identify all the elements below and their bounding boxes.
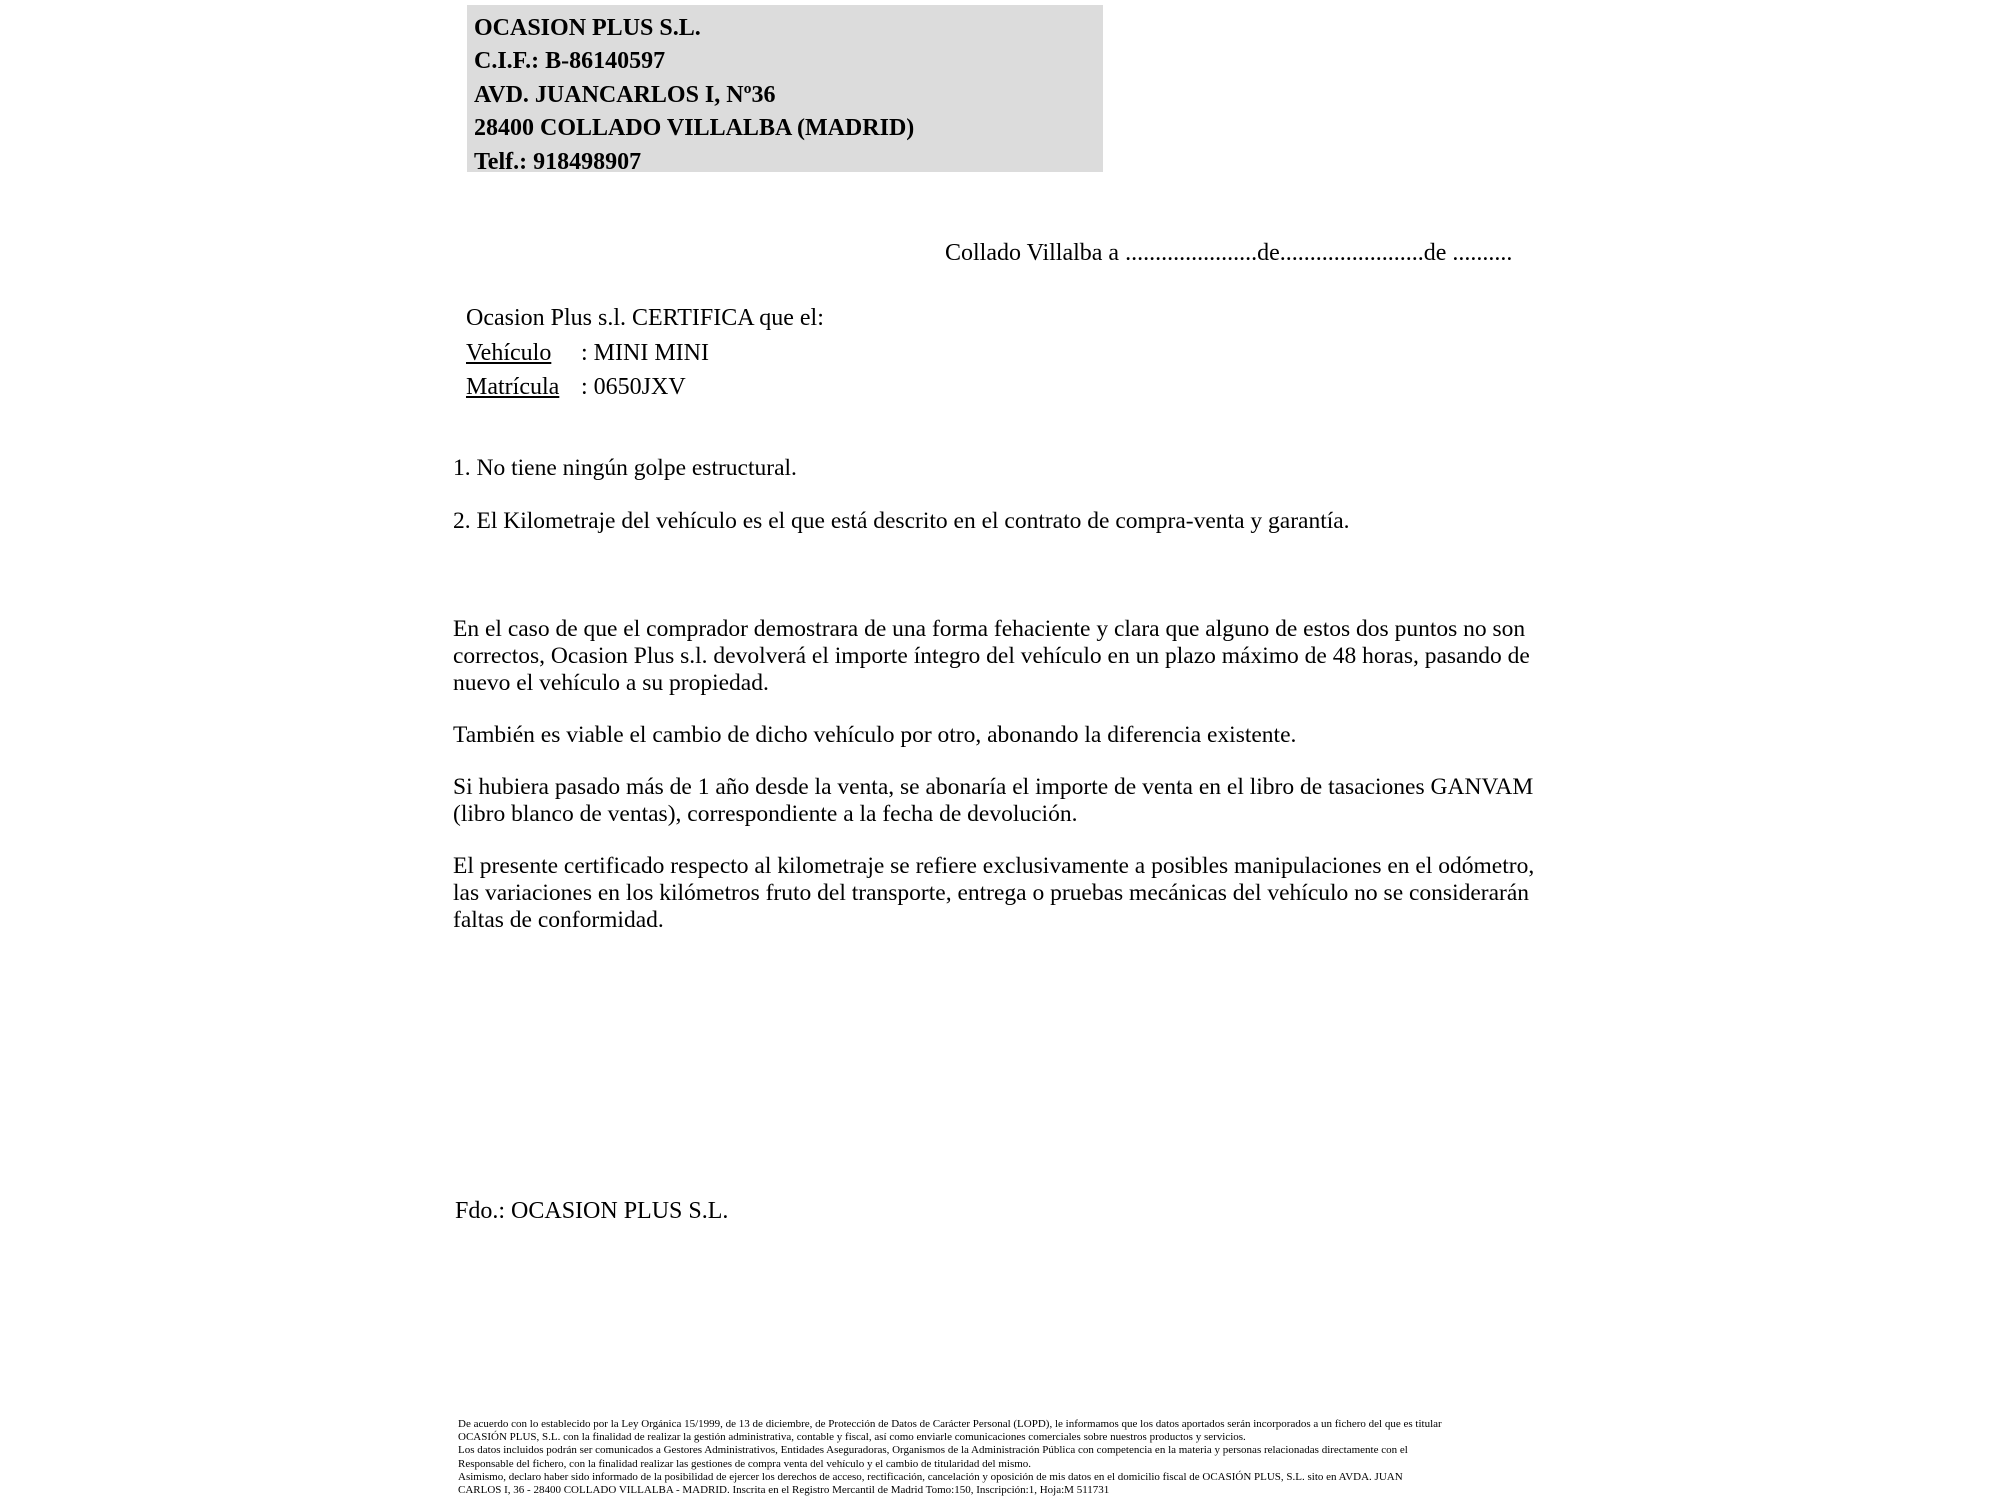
plate-field-row	[466, 370, 824, 405]
numbered-point-1: 1. No tiene ningún golpe estructural.	[453, 455, 797, 481]
legal-footer-line: CARLOS I, 36 - 28400 COLLADO VILLALBA - MADRID. Inscrita en el Registro Mercantil de Madrid Tomo:150, Inscripción:1, Hoja:M 511731	[458, 1484, 1110, 1497]
company-phone: Telf.: 918498907	[474, 148, 642, 175]
body-paragraphs-block	[453, 616, 1553, 959]
numbered-point-2: 2. El Kilometraje del vehículo es el que está descrito en el contrato de compra-venta y garantía.	[453, 508, 1350, 534]
legal-footer-line: Asimismo, declaro haber sido informado de la posibilidad de ejercer los derechos de acceso, rectificación, cancelación y oposición de mis datos en el domicilio fiscal de OCASIÓN PLUS, S.L. sito en AVDA. JUAN	[458, 1470, 1403, 1483]
company-address-street: AVD. JUANCARLOS I, Nº36	[474, 81, 776, 108]
paragraph-refund-terms: En el caso de que el comprador demostrara de una forma fehaciente y clara que alguno de estos dos puntos no son correctos, Ocasion Plus s.l. devolverá el importe íntegro del vehículo en un plazo máximo de 48 horas, pasando de nuevo el vehículo a su propiedad.	[453, 616, 1530, 696]
company-address-city: 28400 COLLADO VILLALBA (MADRID)	[474, 115, 915, 142]
date-place-line: Collado Villalba a ......................de........................de ..........	[945, 240, 1513, 266]
company-cif: C.I.F.: B-86140597	[474, 48, 666, 75]
certification-block	[466, 301, 824, 405]
paragraph-exchange-option: También es viable el cambio de dicho vehículo por otro, abonando la diferencia existente.	[453, 722, 1297, 748]
signature-line: Fdo.: OCASION PLUS S.L.	[455, 1198, 729, 1224]
legal-footer-block	[458, 1418, 1558, 1497]
paragraph-odometer-disclaimer: El presente certificado respecto al kilometraje se refiere exclusivamente a posibles manipulaciones en el odómetro, las variaciones en los kilómetros fruto del transporte, entrega o pruebas mecánicas del vehículo no se considerarán faltas de conformidad.	[453, 853, 1535, 933]
plate-field-value: : 0650JXV	[581, 374, 686, 400]
company-name: OCASION PLUS S.L.	[474, 15, 701, 41]
plate-field-label: Matrícula	[466, 374, 560, 400]
company-header-box	[467, 5, 1103, 175]
vehicle-field-row	[466, 336, 824, 371]
legal-footer-line: De acuerdo con lo establecido por la Ley Orgánica 15/1999, de 13 de diciembre, de Protección de Datos de Carácter Personal (LOPD), le informamos que los datos aportados serán incorporados a un fichero del que es titular	[458, 1418, 1442, 1430]
certification-intro: Ocasion Plus s.l. CERTIFICA que el:	[466, 305, 824, 331]
legal-footer-line: OCASIÓN PLUS, S.L. con la finalidad de realizar la gestión administrativa, contable y fiscal, así como enviarle comunicaciones comerciales sobre nuestros productos y servicios.	[458, 1431, 1246, 1444]
paragraph-ganvam-valuation: Si hubiera pasado más de 1 año desde la venta, se abonaría el importe de venta en el libro de tasaciones GANVAM (libro blanco de ventas), correspondiente a la fecha de devolución.	[453, 774, 1534, 827]
vehicle-field-label: Vehículo	[466, 339, 552, 366]
vehicle-field-value: : MINI MINI	[581, 339, 709, 366]
numbered-points-block	[453, 455, 1553, 561]
legal-footer-line: Los datos incluidos podrán ser comunicados a Gestores Administrativos, Entidades Aseguradoras, Organismos de la Administración Pública con competencia en la materia y personas relacionadas directamente con el	[458, 1444, 1408, 1457]
legal-footer-line: Responsable del fichero, con la finalidad realizar las gestiones de compra venta del vehículo y el cambio de titularidad del mismo.	[458, 1457, 1032, 1470]
